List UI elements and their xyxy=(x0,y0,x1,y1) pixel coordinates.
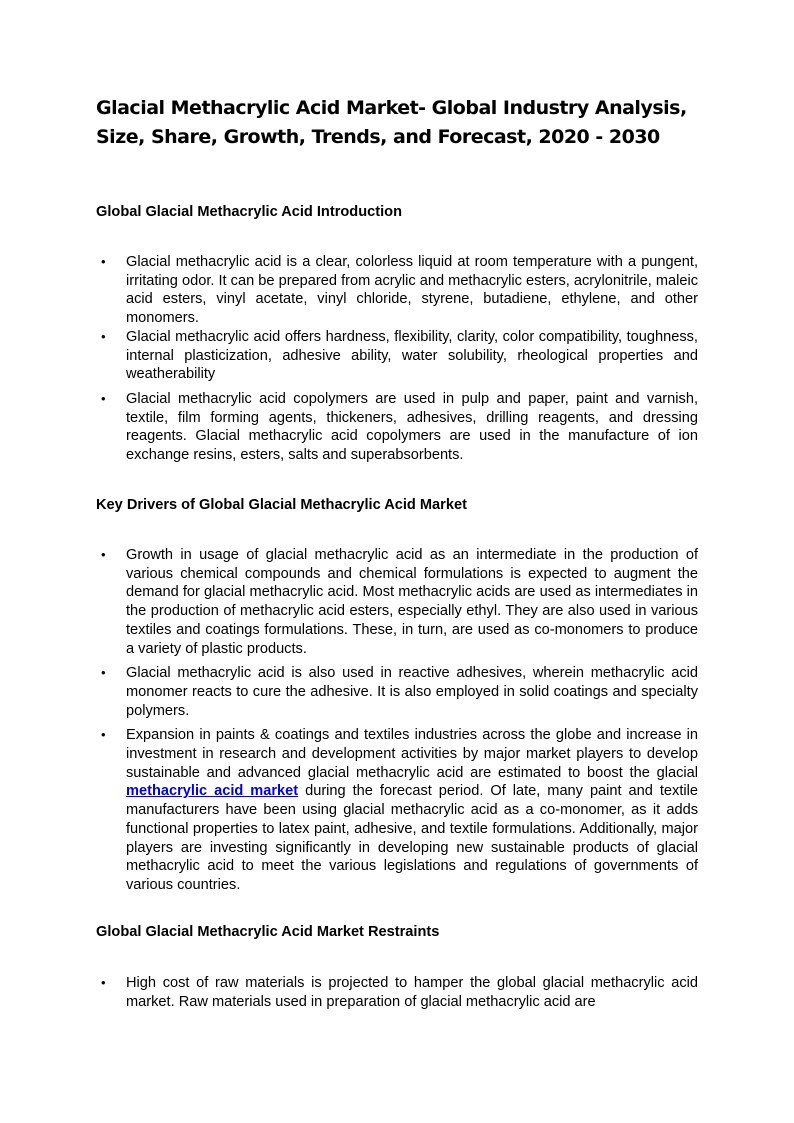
methacrylic-acid-market-link[interactable]: methacrylic acid market xyxy=(126,783,299,800)
list-item: • Growth in usage of glacial methacrylic acid as an intermediate in the production of various chemical compounds and chemical formulations is expected to augment the demand for glacial methacrylic acid. Most methacrylic acids are used as intermediates in the production of methacrylic acid esters, especially ethyl. They are also used in various textiles and coatings formulations. These, in turn, are used as co-monomers to produce a variety of plastic products. xyxy=(96,546,698,658)
page-title: Glacial Methacrylic Acid Market- Global Industry Analysis, Size, Share, Growth, Trends, and Forecast, 2020 - 2030 xyxy=(96,97,687,148)
introduction-list xyxy=(96,253,698,465)
list-item: • Glacial methacrylic acid is a clear, colorless liquid at room temperature with a pungent, irritating odor. It can be prepared from acrylic and methacrylic esters, acrylonitrile, maleic acid esters, vinyl acetate, vinyl chloride, styrene, butadiene, ethylene, and other monomers. xyxy=(96,253,698,328)
section-heading-restraints: Global Glacial Methacrylic Acid Market Restraints xyxy=(96,924,440,940)
section-heading-introduction: Global Glacial Methacrylic Acid Introduction xyxy=(96,204,402,220)
section-heading-key-drivers: Key Drivers of Global Glacial Methacrylic Acid Market xyxy=(96,497,467,513)
list-item: • Glacial methacrylic acid offers hardness, flexibility, clarity, color compatibility, toughness, internal plasticization, adhesive ability, water solubility, rheological properties and weatherability xyxy=(96,328,698,384)
restraints-list xyxy=(96,974,698,1011)
item-text: Expansion in paints & coatings and textiles industries across the globe and increase in investment in research and development activities by major market players to develop sustainable and advanced glacial methacrylic acid are estimated to boost the glacial xyxy=(126,727,698,781)
list-item: • Glacial methacrylic acid is also used in reactive adhesives, wherein methacrylic acid monomer reacts to cure the adhesive. It is also employed in solid coatings and specialty polymers. xyxy=(96,664,698,720)
list-item: • Glacial methacrylic acid copolymers are used in pulp and paper, paint and varnish, textile, film forming agents, thickeners, adhesives, drilling reagents, and dressing reagents. Glacial methacrylic acid copolymers are used in the manufacture of ion exchange resins, esters, salts and superabsorbents. xyxy=(96,390,698,465)
list-item xyxy=(96,726,698,894)
key-drivers-list xyxy=(96,546,698,895)
list-item: • High cost of raw materials is projected to hamper the global glacial methacrylic acid market. Raw materials used in preparation of glacial methacrylic acid are xyxy=(96,974,698,1011)
item-text: during the forecast period. Of late, many paint and textile manufacturers have been using glacial methacrylic acid as a co-monomer, as it adds functional properties to latex paint, adhesive, and textile formulations. Additionally, major players are investing significantly in developing new sustainable products of glacial methacrylic acid to meet the various legislations and regulations of governments of various countries. xyxy=(126,783,698,893)
